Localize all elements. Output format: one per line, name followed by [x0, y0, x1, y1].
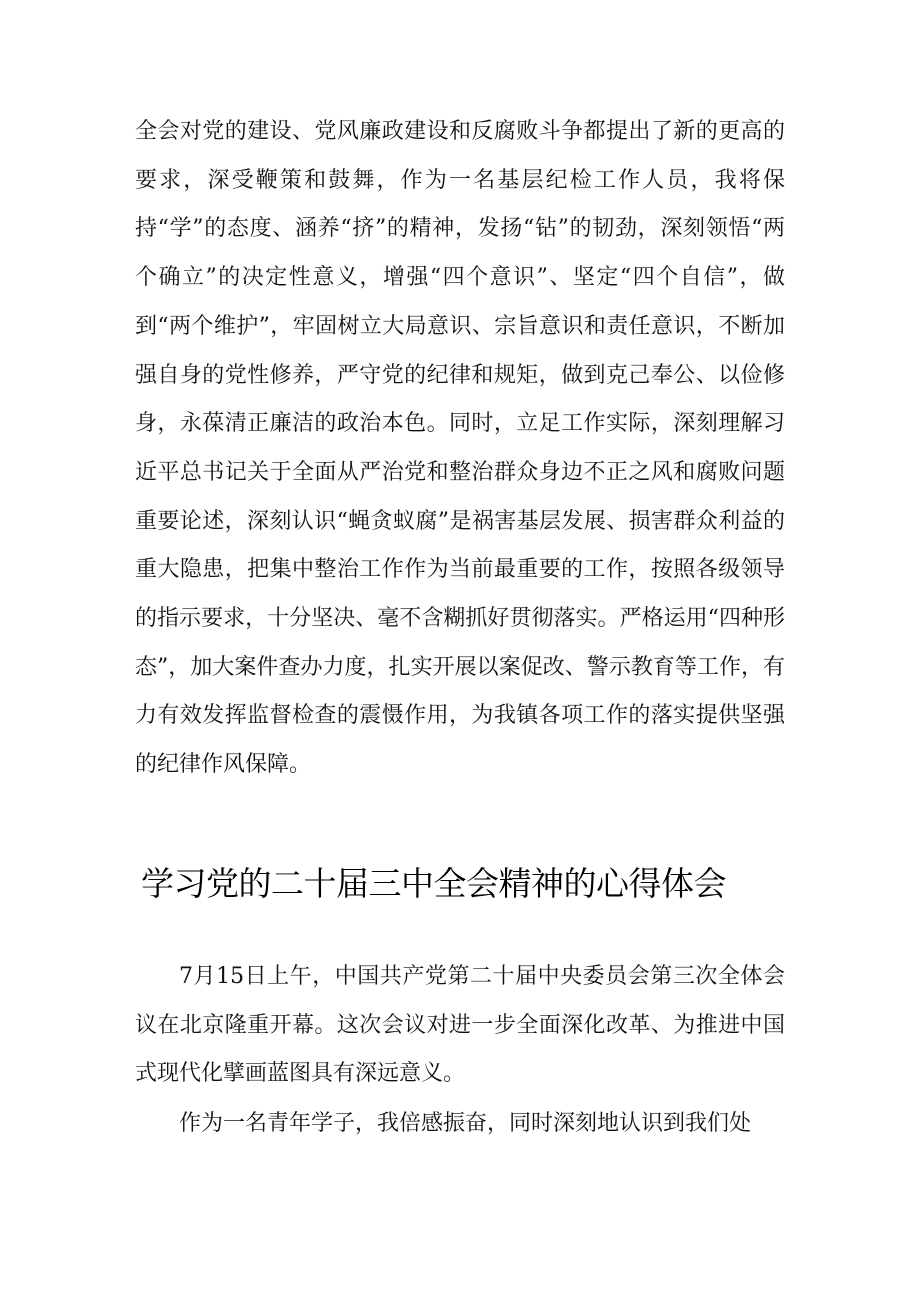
- body-paragraph-3: 作为一名青年学子，我倍感振奋，同时深刻地认识到我们处: [179, 1111, 752, 1136]
- body-paragraph-1: 全会对党的建设、党风廉政建设和反腐败斗争都提出了新的更高的要求，深受鞭策和鼓舞，作为一名基层纪检工作人员，我将保持“学”的态度、涵养“挤”的精神，发扬“钻”的韧劲，深刻领悟“两个确立”的决定性意义，增强“四个意识”、坚定“四个自信”，做到“两个维护”，牢固树立大局意识、宗旨意识和责任意识，不断加强自身的党性修养，严守党的纪律和规矩，做到克己奉公、以俭修身，永葆清正廉洁的政治本色。同时，立足工作实际，深刻理解习近平总书记关于全面从严治党和整治群众身边不正之风和腐败问题重要论述，深刻认识“蝇贪蚁腐”是祸害基层发展、损害群众利益的重大隐患，把集中整治工作作为当前最重要的工作，按照各级领导的指示要求，十分坚决、毫不含糊抓好贯彻落实。严格运用“四种形态”，加大案件查办力度，扎实开展以案促改、警示教育等工作，有力有效发挥监督检查的震慑作用，为我镇各项工作的落实提供坚强的纪律作风保障。: [135, 119, 785, 778]
- section-title: 学习党的二十届三中全会精神的心得体会: [141, 864, 726, 903]
- body-paragraph-2: 7月15日上午，中国共产党第二十届中央委员会第三次全体会议在北京隆重开幕。这次会议对进一步全面深化改革、为推进中国式现代化擘画蓝图具有深远意义。: [135, 964, 785, 1087]
